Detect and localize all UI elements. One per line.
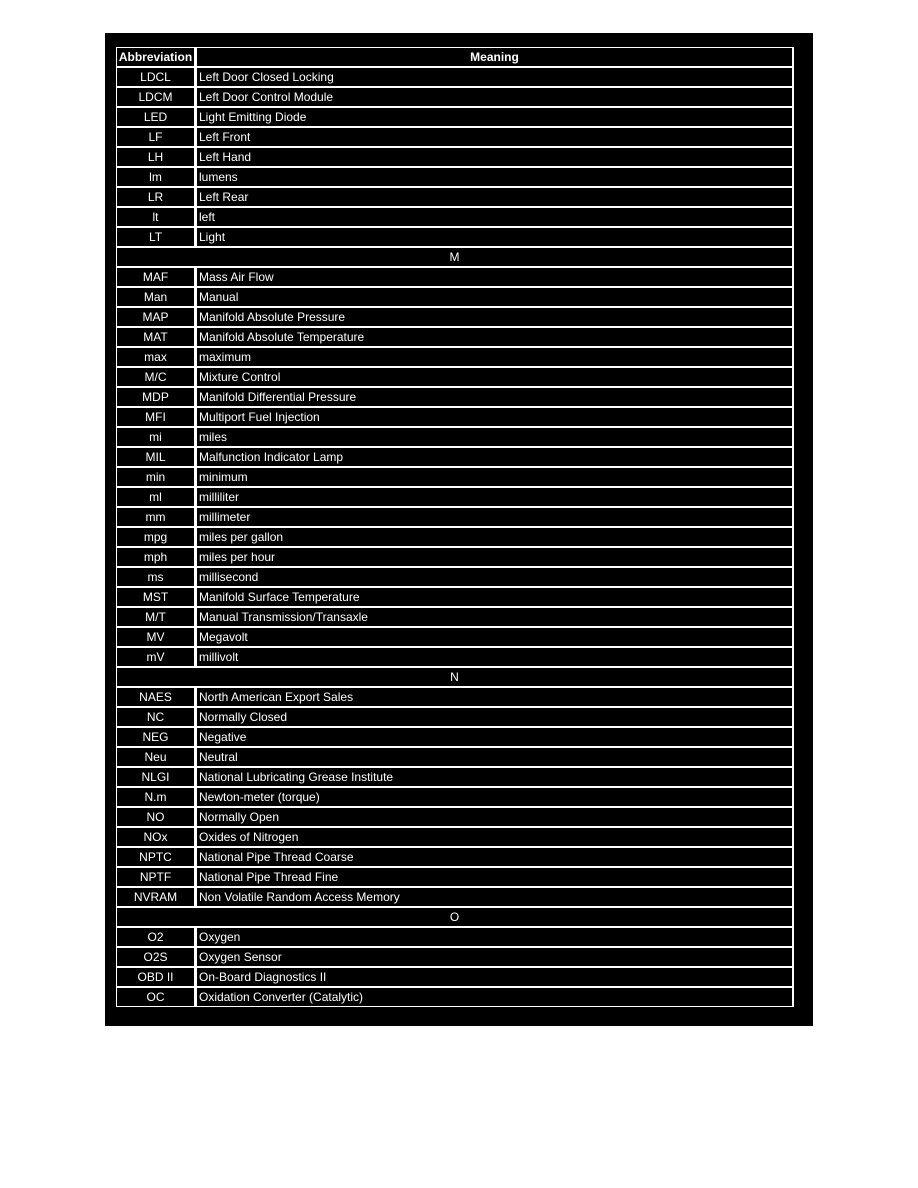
meaning-cell: lumens (196, 167, 794, 187)
meaning-cell: Manual Transmission/Transaxle (196, 607, 794, 627)
meaning-cell: millimeter (196, 507, 794, 527)
abbreviation-cell: MAT (116, 327, 196, 347)
abbreviation-cell: mV (116, 647, 196, 667)
abbreviation-cell: mpg (116, 527, 196, 547)
table-row (116, 267, 794, 287)
abbreviation-cell: OBD II (116, 967, 196, 987)
table-row (116, 687, 794, 707)
abbreviation-cell: NVRAM (116, 887, 196, 907)
meaning-cell: Manifold Absolute Temperature (196, 327, 794, 347)
table-row (116, 427, 794, 447)
meaning-cell: Newton-meter (torque) (196, 787, 794, 807)
meaning-cell: National Pipe Thread Fine (196, 867, 794, 887)
table-row (116, 167, 794, 187)
abbreviation-cell: Man (116, 287, 196, 307)
table-row (116, 327, 794, 347)
table-row (116, 227, 794, 247)
meaning-cell: Megavolt (196, 627, 794, 647)
abbreviation-cell: NC (116, 707, 196, 727)
abbreviation-cell: lm (116, 167, 196, 187)
table-row (116, 747, 794, 767)
meaning-cell: Oxygen Sensor (196, 947, 794, 967)
table-row (116, 527, 794, 547)
abbreviation-table (116, 47, 794, 1007)
abbreviation-cell: NPTC (116, 847, 196, 867)
abbreviation-cell: LF (116, 127, 196, 147)
meaning-cell: Left Front (196, 127, 794, 147)
abbreviation-cell: M/C (116, 367, 196, 387)
table-row (116, 727, 794, 747)
meaning-cell: miles per gallon (196, 527, 794, 547)
table-row (116, 627, 794, 647)
table-row (116, 187, 794, 207)
meaning-cell: Manual (196, 287, 794, 307)
abbreviation-cell: LDCL (116, 67, 196, 87)
table-row (116, 367, 794, 387)
table-row (116, 387, 794, 407)
table-row (116, 827, 794, 847)
abbreviation-cell: NEG (116, 727, 196, 747)
meaning-cell: Neutral (196, 747, 794, 767)
table-row (116, 947, 794, 967)
meaning-cell: maximum (196, 347, 794, 367)
table-row (116, 107, 794, 127)
meaning-cell: Light (196, 227, 794, 247)
abbreviation-cell: NLGI (116, 767, 196, 787)
table-row (116, 507, 794, 527)
table-row (116, 467, 794, 487)
table-row (116, 287, 794, 307)
meaning-cell: Normally Closed (196, 707, 794, 727)
table-body (116, 67, 794, 1007)
meaning-cell: Oxides of Nitrogen (196, 827, 794, 847)
table-row (116, 887, 794, 907)
abbreviation-cell: LED (116, 107, 196, 127)
abbreviation-cell: O2S (116, 947, 196, 967)
abbreviation-cell: M/T (116, 607, 196, 627)
table-row (116, 447, 794, 467)
abbreviation-cell: max (116, 347, 196, 367)
meaning-cell: Normally Open (196, 807, 794, 827)
meaning-cell: Negative (196, 727, 794, 747)
table-row (116, 147, 794, 167)
meaning-cell: minimum (196, 467, 794, 487)
table-row (116, 567, 794, 587)
meaning-cell: Non Volatile Random Access Memory (196, 887, 794, 907)
abbreviation-cell: OC (116, 987, 196, 1007)
meaning-cell: left (196, 207, 794, 227)
abbreviation-cell: MV (116, 627, 196, 647)
table-row (116, 307, 794, 327)
meaning-cell: Left Door Control Module (196, 87, 794, 107)
abbreviation-cell: O2 (116, 927, 196, 947)
table-row (116, 207, 794, 227)
meaning-cell: Manifold Differential Pressure (196, 387, 794, 407)
table-row (116, 587, 794, 607)
meaning-cell: Multiport Fuel Injection (196, 407, 794, 427)
table-row (116, 767, 794, 787)
meaning-cell: Manifold Surface Temperature (196, 587, 794, 607)
meaning-cell: Mass Air Flow (196, 267, 794, 287)
meaning-cell: milliliter (196, 487, 794, 507)
table-row (116, 407, 794, 427)
table-row (116, 547, 794, 567)
section-letter: N (116, 667, 794, 687)
document-panel (105, 33, 813, 1026)
meaning-cell: Mixture Control (196, 367, 794, 387)
abbreviation-cell: MAP (116, 307, 196, 327)
meaning-cell: Light Emitting Diode (196, 107, 794, 127)
section-row (116, 247, 794, 267)
meaning-cell: Malfunction Indicator Lamp (196, 447, 794, 467)
meaning-cell: Left Hand (196, 147, 794, 167)
table-row (116, 867, 794, 887)
meaning-cell: miles per hour (196, 547, 794, 567)
meaning-cell: millisecond (196, 567, 794, 587)
meaning-cell: Oxidation Converter (Catalytic) (196, 987, 794, 1007)
table-row (116, 967, 794, 987)
abbreviation-cell: Neu (116, 747, 196, 767)
table-row (116, 927, 794, 947)
abbreviation-cell: NPTF (116, 867, 196, 887)
abbreviation-cell: LDCM (116, 87, 196, 107)
meaning-cell: North American Export Sales (196, 687, 794, 707)
abbreviation-cell: N.m (116, 787, 196, 807)
table-header-row (116, 47, 794, 67)
meaning-cell: On-Board Diagnostics II (196, 967, 794, 987)
abbreviation-cell: LH (116, 147, 196, 167)
table-row (116, 607, 794, 627)
meaning-cell: Left Door Closed Locking (196, 67, 794, 87)
abbreviation-cell: MIL (116, 447, 196, 467)
table-row (116, 87, 794, 107)
meaning-cell: miles (196, 427, 794, 447)
abbreviation-cell: mph (116, 547, 196, 567)
abbreviation-cell: mi (116, 427, 196, 447)
abbreviation-cell: ml (116, 487, 196, 507)
table-row (116, 787, 794, 807)
abbreviation-cell: NOx (116, 827, 196, 847)
meaning-cell: National Lubricating Grease Institute (196, 767, 794, 787)
abbreviation-cell: MAF (116, 267, 196, 287)
meaning-column-header: Meaning (196, 47, 794, 67)
abbreviation-cell: MDP (116, 387, 196, 407)
section-letter: M (116, 247, 794, 267)
table-row (116, 987, 794, 1007)
abbreviation-cell: min (116, 467, 196, 487)
section-row (116, 667, 794, 687)
table-row (116, 647, 794, 667)
table-row (116, 127, 794, 147)
meaning-cell: millivolt (196, 647, 794, 667)
table-row (116, 707, 794, 727)
abbreviation-cell: NO (116, 807, 196, 827)
abbreviation-cell: mm (116, 507, 196, 527)
meaning-cell: Left Rear (196, 187, 794, 207)
abbreviation-cell: LR (116, 187, 196, 207)
meaning-cell: Manifold Absolute Pressure (196, 307, 794, 327)
table-row (116, 347, 794, 367)
section-letter: O (116, 907, 794, 927)
abbreviation-cell: MST (116, 587, 196, 607)
table-row (116, 67, 794, 87)
abbreviation-cell: LT (116, 227, 196, 247)
abbreviation-column-header: Abbreviation (116, 47, 196, 67)
abbreviation-cell: NAES (116, 687, 196, 707)
table-row (116, 847, 794, 867)
meaning-cell: National Pipe Thread Coarse (196, 847, 794, 867)
meaning-cell: Oxygen (196, 927, 794, 947)
table-row (116, 807, 794, 827)
abbreviation-cell: lt (116, 207, 196, 227)
table-row (116, 487, 794, 507)
section-row (116, 907, 794, 927)
abbreviation-cell: ms (116, 567, 196, 587)
abbreviation-cell: MFI (116, 407, 196, 427)
